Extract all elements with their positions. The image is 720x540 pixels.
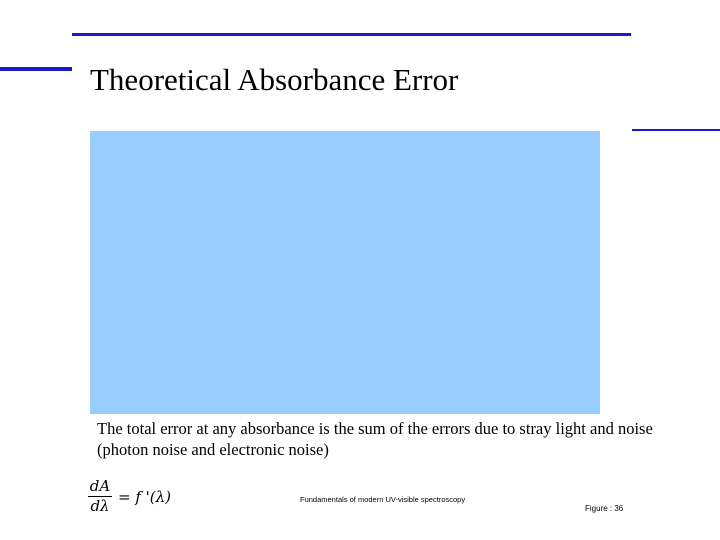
formula-denominator: dλ	[90, 497, 110, 515]
figure-placeholder	[90, 131, 600, 414]
top-accent-rule	[72, 33, 631, 36]
slide-title: Theoretical Absorbance Error	[90, 62, 459, 97]
footer-source-text: Fundamentals of modern UV-visible spectroscopy	[300, 495, 466, 504]
derivative-formula	[88, 478, 171, 515]
right-accent-rule	[632, 129, 720, 131]
formula-numerator: dA	[89, 477, 111, 495]
figure-caption: The total error at any absorbance is the sum of the errors due to stray light and noise (photon noise and electronic noise)	[97, 419, 653, 459]
formula-fraction	[88, 478, 112, 515]
formula-rhs: = f '(λ)	[118, 487, 171, 506]
left-accent-rule	[0, 67, 72, 71]
footer-figure-number: Figure : 36	[585, 504, 624, 513]
